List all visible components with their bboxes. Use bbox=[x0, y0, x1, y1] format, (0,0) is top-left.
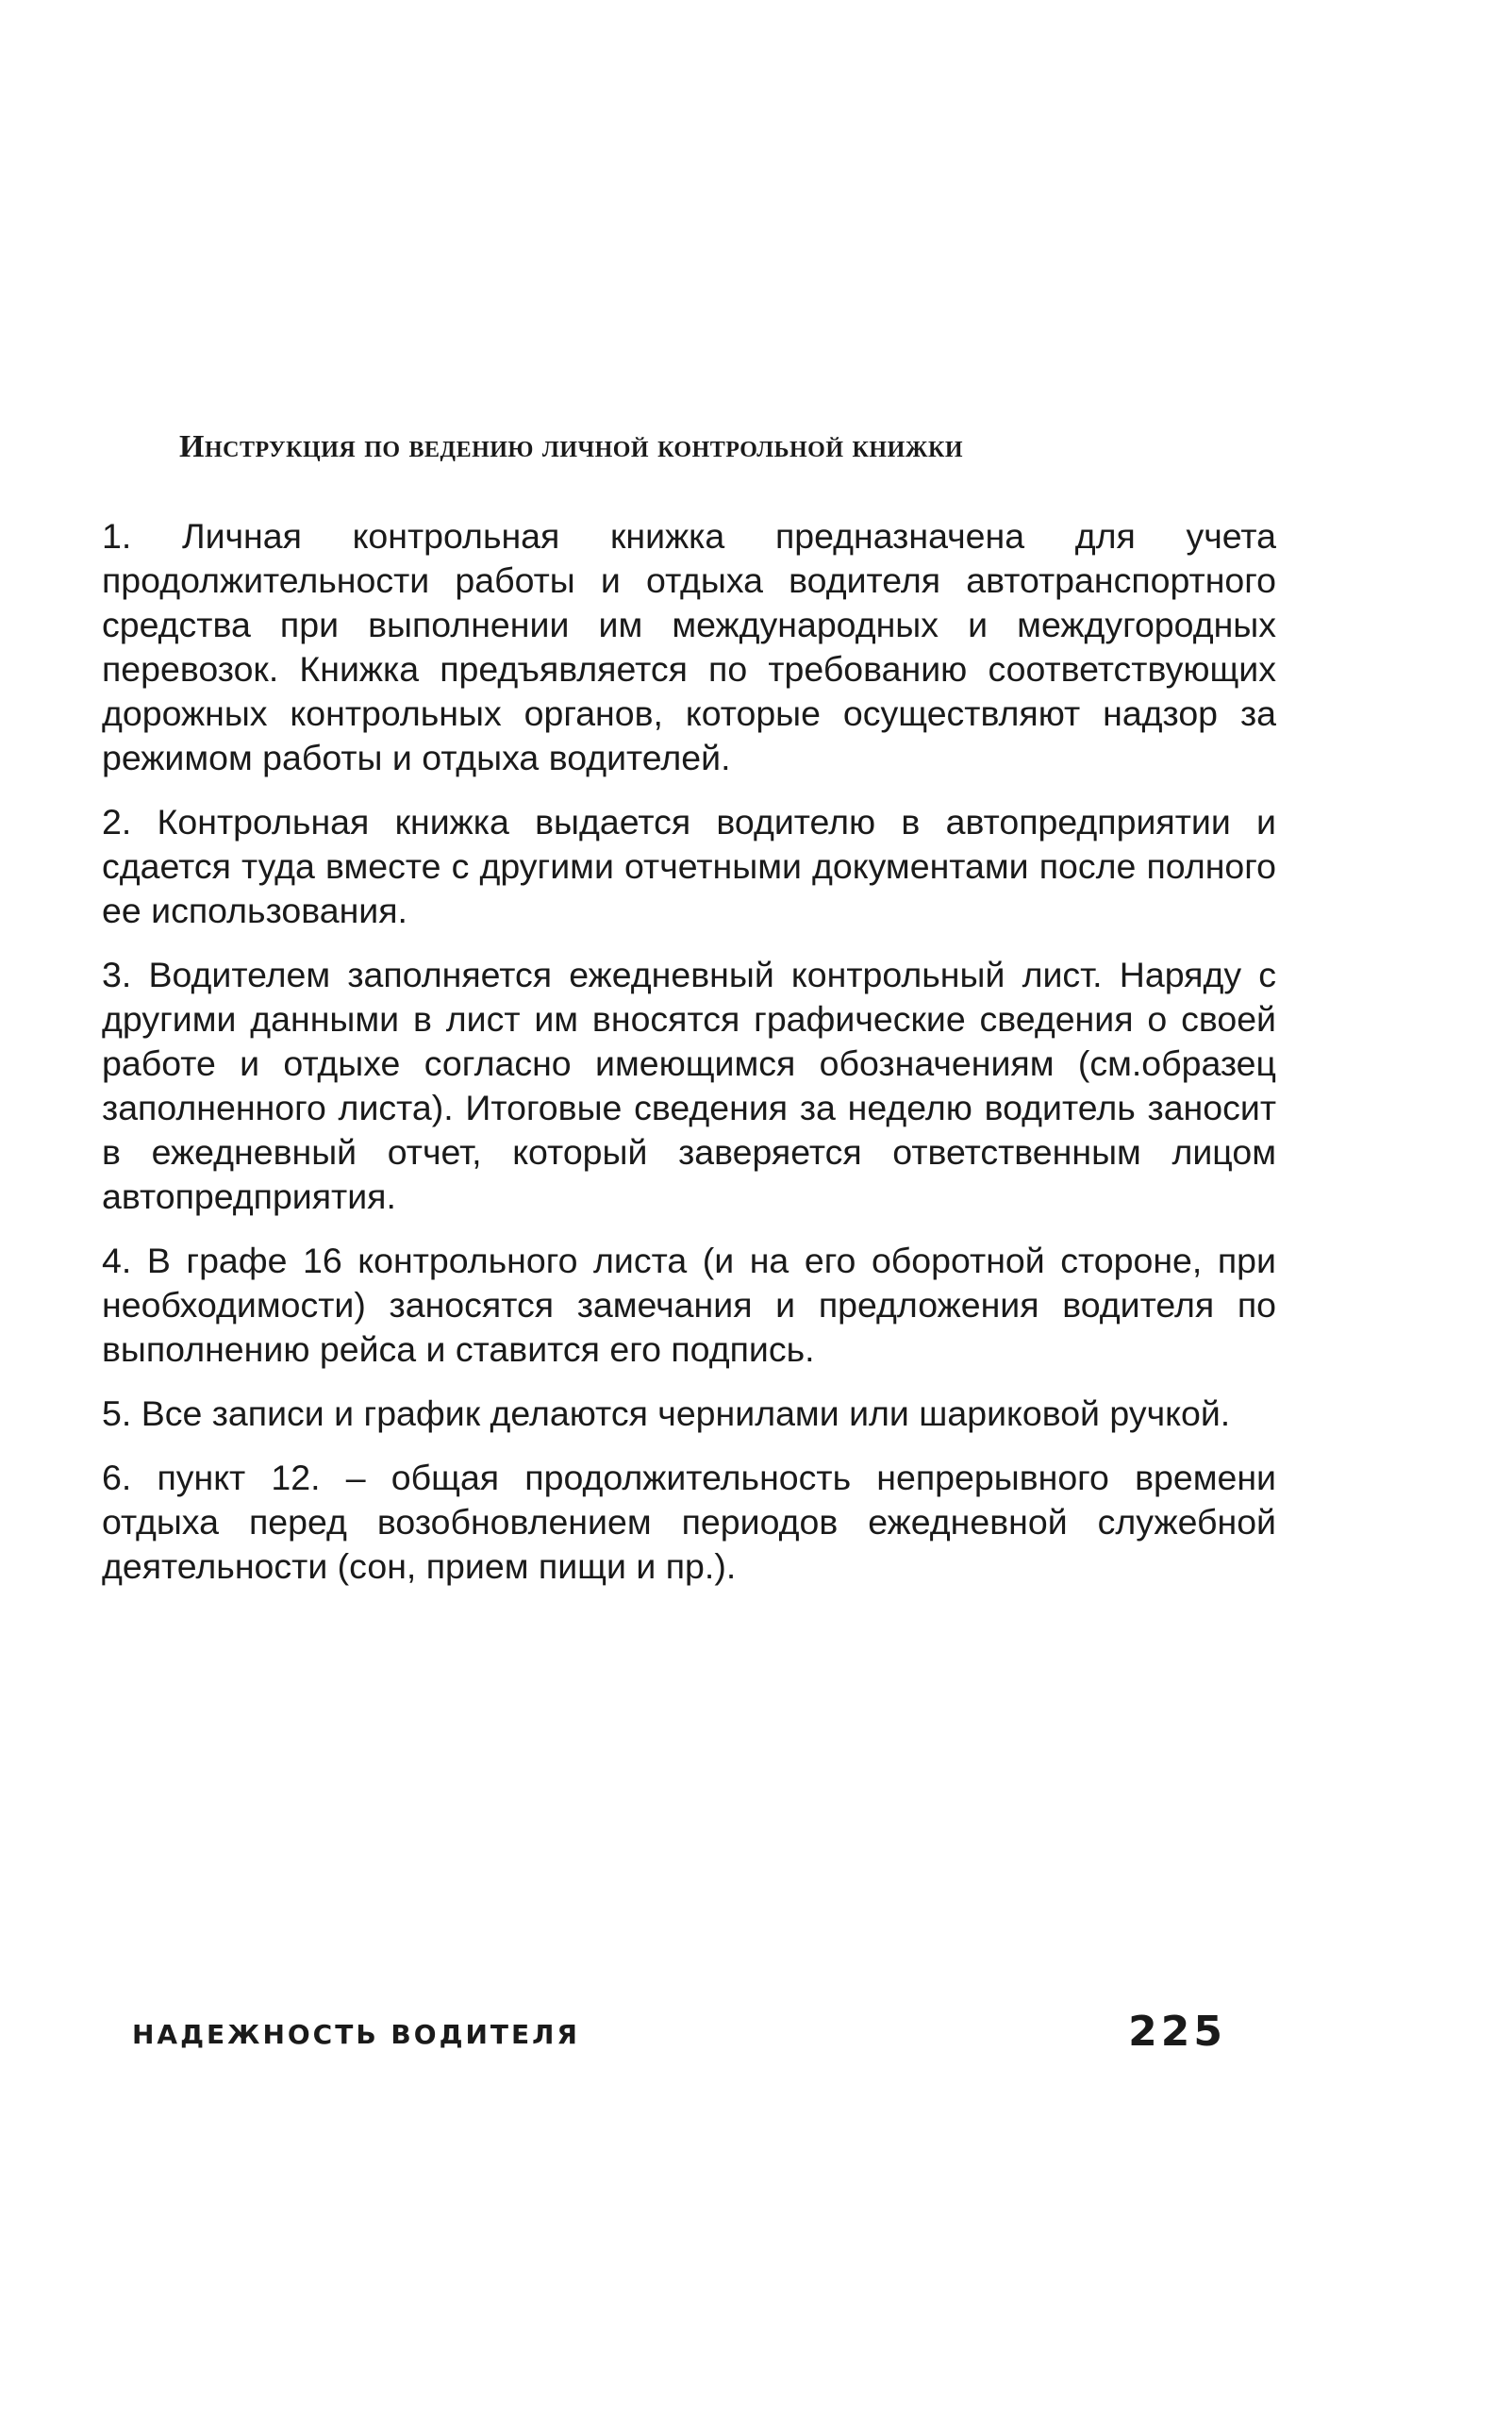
paragraph-4: 4. В графе 16 контрольного листа (и на его оборотной стороне, при необходимости) заносятся замечания и предложения водителя по выполнению рейса и ставится его подпись. bbox=[102, 1241, 1276, 1369]
paragraph-6: 6. пункт 12. – общая продолжительность непрерывного времени отдыха перед возобновлением периодов ежедневной служебной деятельности (сон, прием пищи и пр.). bbox=[102, 1458, 1276, 1586]
paragraph-1: 1. Личная контрольная книжка предназначена для учета продолжительности работы и отдыха водителя автотранспортного средства при выполнении им международных и междугородных перевозок. Книжка предъявляется по требованию соответствующих дорожных контрольных органов, которые осуществляют надзор за режимом работы и отдыха водителей. bbox=[102, 516, 1276, 777]
paragraph-5: 5. Все записи и график делаются чернилами или шариковой ручкой. bbox=[102, 1393, 1231, 1433]
paragraph-2: 2. Контрольная книжка выдается водителю в автопредприятии и сдается туда вместе с другими отчетными документами после полного ее использования. bbox=[102, 802, 1276, 930]
page-title: Инструкция по ведению личной контрольной книжки bbox=[179, 429, 964, 464]
paragraph-3: 3. Водителем заполняется ежедневный контрольный лист. Наряду с другими данными в лист им вносятся графические сведения о своей работе и отдыхе согласно имеющимся обозначениям (см.образец заполненного листа). Итоговые сведения за неделю водитель заносит в ежедневный отчет, который заверяется ответственным лицом автопредприятия. bbox=[102, 955, 1276, 1216]
body-text bbox=[102, 514, 1276, 1609]
running-head: НАДЕЖНОСТЬ ВОДИТЕЛЯ bbox=[132, 2019, 580, 2050]
page-footer bbox=[132, 2008, 1226, 2064]
page-number: 225 bbox=[1128, 2008, 1226, 2056]
